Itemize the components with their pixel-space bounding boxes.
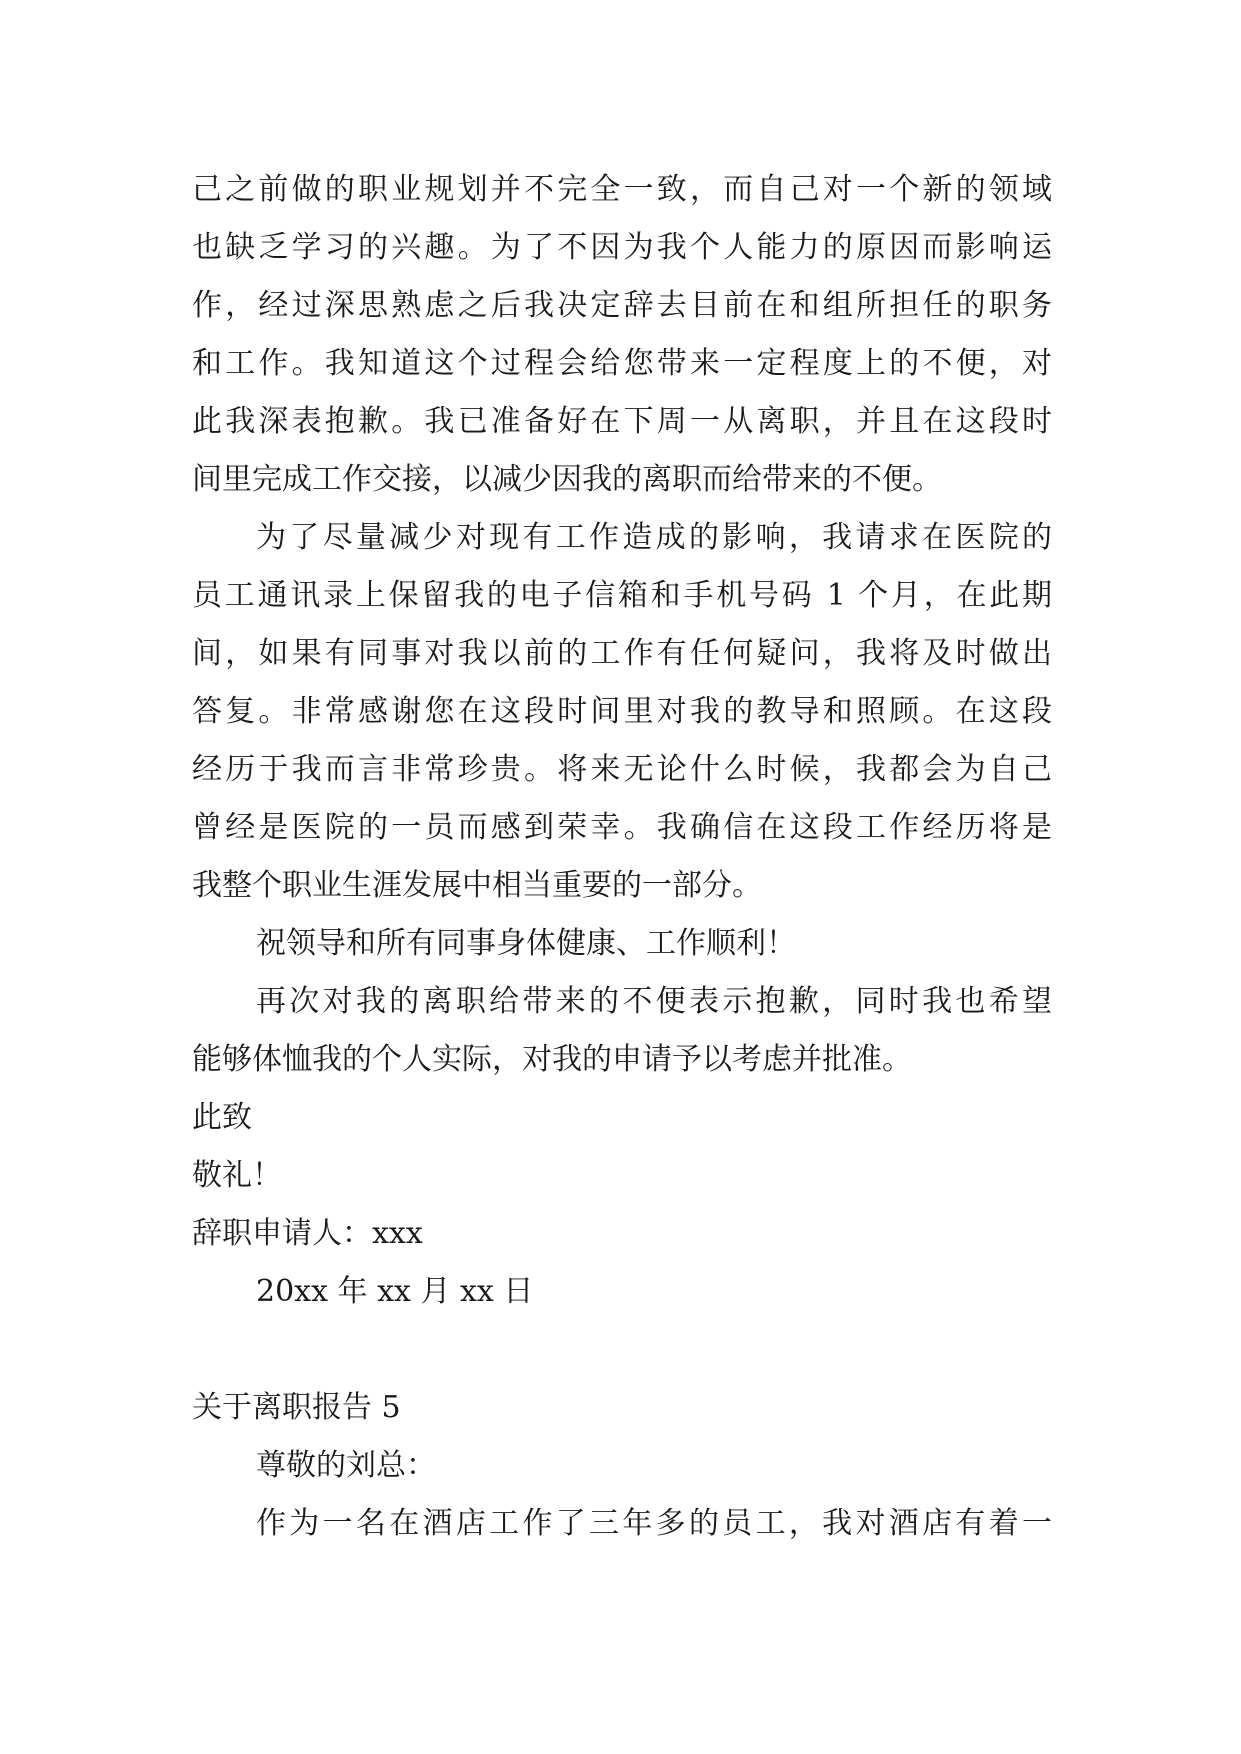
text-line: 曾经是医院的一员而感到荣幸。我确信在这段工作经历将是: [192, 810, 1052, 845]
text-line: 再次对我的离职给带来的不便表示抱歉，同时我也希望: [256, 984, 1052, 1019]
letter-body: [192, 161, 1052, 1553]
closing-salutation: 此致: [192, 1100, 252, 1135]
text-line: 己之前做的职业规划并不完全一致，而自己对一个新的领域: [192, 172, 1052, 207]
signature-line: 辞职申请人：xxx: [192, 1216, 423, 1251]
section-title: 关于离职报告 5: [192, 1390, 401, 1425]
date-line: 20xx 年 xx 月 xx 日: [256, 1274, 534, 1309]
text-line: 也缺乏学习的兴趣。为了不因为我个人能力的原因而影响运: [192, 230, 1052, 265]
text-line: 员工通讯录上保留我的电子信箱和手机号码 1 个月，在此期: [192, 578, 1052, 613]
wishes-line: 祝领导和所有同事身体健康、工作顺利！: [256, 926, 796, 961]
text-line: 间里完成工作交接，以减少因我的离职而给带来的不便。: [192, 462, 942, 497]
text-line: 我整个职业生涯发展中相当重要的一部分。: [192, 868, 762, 903]
text-line: 为了尽量减少对现有工作造成的影响，我请求在医院的: [256, 520, 1052, 555]
text-line: 能够体恤我的个人实际，对我的申请予以考虑并批准。: [192, 1042, 912, 1077]
closing-regards: 敬礼！: [192, 1158, 282, 1193]
paragraph-reason: [192, 161, 1052, 509]
paragraph-apology: [192, 973, 1052, 1089]
text-line: 作为一名在酒店工作了三年多的员工，我对酒店有着一: [256, 1506, 1052, 1541]
text-line: 间，如果有同事对我以前的工作有任何疑问，我将及时做出: [192, 636, 1052, 671]
blank-line: [192, 1321, 1052, 1379]
text-line: 答复。非常感谢您在这段时间里对我的教导和照顾。在这段: [192, 694, 1052, 729]
text-line: 和工作。我知道这个过程会给您带来一定程度上的不便，对: [192, 346, 1052, 381]
text-line: 经历于我而言非常珍贵。将来无论什么时候，我都会为自己: [192, 752, 1052, 787]
text-line: 作，经过深思熟虑之后我决定辞去目前在和组所担任的职务: [192, 288, 1052, 323]
paragraph-handover: [192, 509, 1052, 915]
text-line: 此我深表抱歉。我已准备好在下周一从离职，并且在这段时: [192, 404, 1052, 439]
salutation-line: 尊敬的刘总：: [256, 1448, 436, 1483]
